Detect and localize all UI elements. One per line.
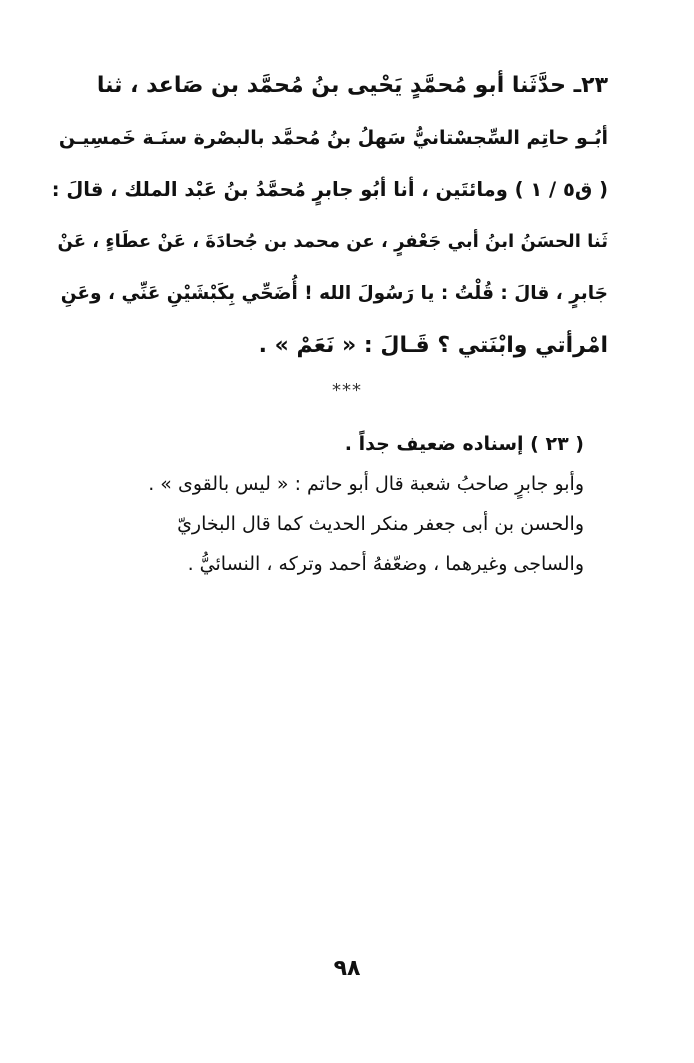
hadith-text <box>48 60 608 372</box>
footnote-line: والساجى وغيرهما ، وضعّفهُ أحمد وتركه ، النسائيُّ . <box>187 553 584 575</box>
hadith-line: أبُـو حاتِم السِّجسْتانيُّ سَهلُ بنُ مُحمَّد بالبصْرة سنَـة خَمسِيـن <box>58 127 608 149</box>
footnote-line: وأبو جابرٍ صاحبُ شعبة قال أبو حاتم : « ليس بالقوى » . <box>148 473 584 495</box>
section-separator: *** <box>332 380 362 401</box>
page-number: ٩٨ <box>333 956 361 981</box>
footnote-heading: ( ٢٣ ) إسناده ضعيف جداً . <box>344 433 584 455</box>
hadith-line: جَابرٍ ، قالَ : قُلْتُ : يا رَسُولَ الله ! أُضَحِّي بِكَبْشَيْنِ عَنِّي ، وعَنِ <box>60 283 608 304</box>
footnote-block <box>84 424 584 584</box>
hadith-line: ( ق٥ / ١ ) ومائتَين ، أنا أبُو جابرٍ مُحمَّدُ بنُ عَبْد الملك ، قالَ : <box>51 178 608 201</box>
footnote-line: والحسن بن أبى جعفر منكر الحديث كما قال البخاريّ <box>177 513 584 535</box>
hadith-line: امْرأتي وابْنَتي ؟ قَـالَ : « نَعَمْ » . <box>258 333 608 358</box>
hadith-line: ٢٣ـ حدَّثَنا أبو مُحمَّدٍ يَحْيى بنُ مُحمَّد بن صَاعد ، ثنا <box>96 73 608 98</box>
hadith-line: ثَنا الحسَنُ ابنُ أبي جَعْفرٍ ، عن محمد بن جُحادَةَ ، عَنْ عطَاءٍ ، عَنْ <box>57 231 608 252</box>
